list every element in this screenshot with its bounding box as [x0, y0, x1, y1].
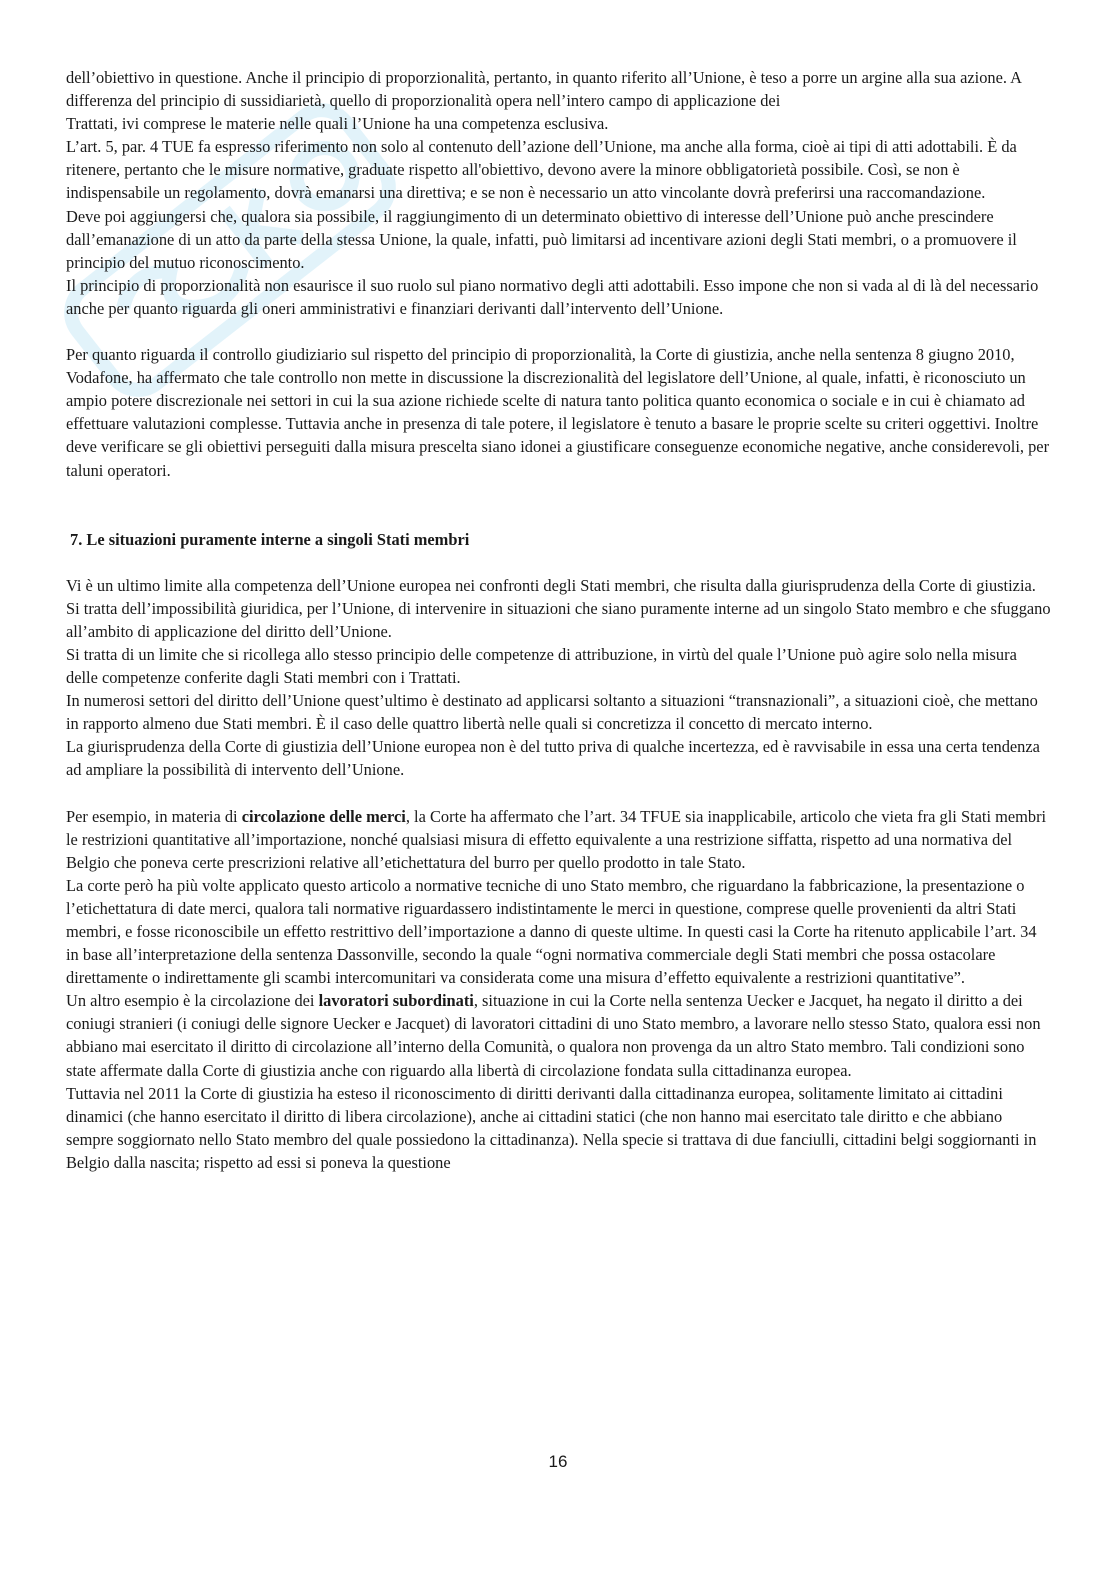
paragraph: L’art. 5, par. 4 TUE fa espresso riferimento non solo al contenuto dell’azione dell’Unione, ma anche alla forma, cioè ai tipi di atti adottabili. È da ritenere, pertanto che le misure normative, graduate rispetto all'obiettivo, devono avere la minore obbligatorietà possibile. Così, se non è indispensabile un regolamento, dovrà emanarsi una direttiva; e se non è necessario un atto vincolante dovrà preferirsi una raccomandazione. — [66, 137, 1017, 203]
document-page — [66, 66, 1051, 1174]
paragraph: In numerosi settori del diritto dell’Unione quest’ultimo è destinato ad applicarsi soltanto a situazioni “transnazionali”, a situazioni cioè, che mettano in rapporto almeno due Stati membri. È il caso delle quattro libertà nelle quali si concretizza il concetto di mercato interno. — [66, 691, 1038, 734]
section-heading: 7. Le situazioni puramente interne a singoli Stati membri — [70, 529, 470, 549]
paragraph-merci — [66, 805, 1051, 874]
paragraph: dell’obiettivo in questione. Anche il principio di proporzionalità, pertanto, in quanto riferito all’Unione, è teso a porre un argine alla sua azione. A differenza del principio di sussidiarietà, quello di proporzionalità opera nell’intero campo di applicazione dei — [66, 68, 1022, 111]
paragraph: Tuttavia nel 2011 la Corte di giustizia ha esteso il riconoscimento di diritti derivanti dalla cittadinanza europea, solitamente limitato ai cittadini dinamici (che hanno esercitato il diritto di libera circolazione), anche ai cittadini statici (che non hanno mai esercitato tale diritto e che abbiano sempre soggiornato nello Stato membro del quale possiedono la cittadinanza). Nella specie si trattava di due fanciulli, cittadini belgi soggiornanti in Belgio dalla nascita; rispetto ad essi si poneva la questione — [66, 1083, 1037, 1172]
paragraph: Il principio di proporzionalità non esaurisce il suo ruolo sul piano normativo degli atti adottabili. Esso impone che non si vada al di là del necessario anche per quanto riguarda gli oneri amministrativi e finanziari derivanti dall’intervento dell’Unione. — [66, 275, 1039, 318]
page-number: 16 — [548, 1452, 568, 1471]
paragraph: Trattati, ivi comprese le materie nelle quali l’Unione ha una competenza esclusiva. — [66, 114, 609, 134]
text-span: , situazione in cui la Corte nella sentenza Uecker e Jacquet, ha negato il diritto a dei coniugi stranieri (i coniugi delle signore Uecker e Jacquet) di lavoratori cittadini di uno Stato membro, a lavorare nello stesso Stato, qualora essi non abbiano mai esercitato il diritto di circolazione all’interno della Comunità, o qualora non provenga da un altro Stato membro. Tali condizioni sono state affermate dalla Corte di giustizia anche con riguardo alla libertà di circolazione fondata sulla cittadinanza europea. — [66, 991, 1041, 1080]
text-span: Per esempio, in materia di — [66, 806, 242, 826]
text-span: Un altro esempio è la circolazione dei — [66, 991, 319, 1011]
paragraph: Vi è un ultimo limite alla competenza dell’Unione europea nei confronti degli Stati membri, che risulta dalla giurisprudenza della Corte di giustizia. Si tratta dell’impossibilità giuridica, per l’Unione, di intervenire in situazioni che siano puramente interne ad un singolo Stato membro e che sfuggano all’ambito di applicazione del diritto dell’Unione. — [66, 575, 1051, 641]
paragraph: Si tratta di un limite che si ricollega allo stesso principio delle competenze di attribuzione, in virtù del quale l’Unione può agire solo nella misura delle competenze conferite dagli Stati membri con i Trattati. — [66, 644, 1017, 688]
text-span: , la Corte ha affermato che l’art. 34 TFUE sia inapplicabile, articolo che vieta fra gli Stati membri le restrizioni quantitative all’importazione, nonché qualsiasi misura di effetto equivalente a una restrizione siffatta, rispetto ad una normativa del Belgio che poneva certe prescrizioni relative all’etichettatura del burro per quello prodotto in tale Stato. — [66, 806, 1047, 872]
paragraph: La giurisprudenza della Corte di giustizia dell’Unione europea non è del tutto priva di qualche incertezza, ed è ravvisabile in essa una certa tendenza ad ampliare la possibilità di intervento dell’Unione. — [66, 737, 1040, 780]
bold-term: circolazione delle merci — [241, 806, 406, 826]
paragraph: Deve poi aggiungersi che, qualora sia possibile, il raggiungimento di un determinato obiettivo di interesse dell’Unione può anche prescindere dall’emanazione di un atto da parte della stessa Unione, la quale, infatti, può limitarsi ad incentivare azioni degli Stati membri, o a promuovere il principio del mutuo riconoscimento. — [66, 206, 1017, 272]
bold-term: lavoratori subordinati — [318, 991, 474, 1011]
paragraph: La corte però ha più volte applicato questo articolo a normative tecniche di uno Stato membro, che riguardano la fabbricazione, la presentazione o l’etichettatura di date merci, qualora tali normative riguardassero indistintamente le merci in questione, comprese quelle provenienti da altri Stati membri, e fosse riconoscibile un effetto restrittivo dell’importazione a danno di queste ultime. In questi casi la Corte ha ritenuto applicabile l’art. 34 in base all’interpretazione della sentenza Dassonville, secondo la quale “ogni normativa commerciale degli Stati membri che possa ostacolare direttamente o indirettamente gli scambi intercomunitari va considerata come una misura d’effetto equivalente a restrizioni quantitative”. — [66, 875, 1037, 988]
paragraph-lavoratori — [66, 989, 1051, 1081]
paragraph: Per quanto riguarda il controllo giudiziario sul rispetto del principio di proporzionalità, la Corte di giustizia, anche nella sentenza 8 giugno 2010, Vodafone, ha affermato che tale controllo non mette in discussione la discrezionalità del legislatore dell’Unione, al quale, infatti, è riconosciuto un ampio potere discrezionale nei settori in cui la sua azione richiede scelte di natura tanto politica quanto economica o sociale e in cui è chiamato ad effettuare valutazioni complesse. Tuttavia anche in presenza di tale potere, il legislatore è tenuto a basare le proprie scelte su criteri oggettivi. Inoltre deve verificare se gli obiettivi perseguiti dalla misura prescelta siano idonei a giustificare conseguenze economiche negative, anche considerevoli, per taluni operatori. — [66, 345, 1050, 480]
